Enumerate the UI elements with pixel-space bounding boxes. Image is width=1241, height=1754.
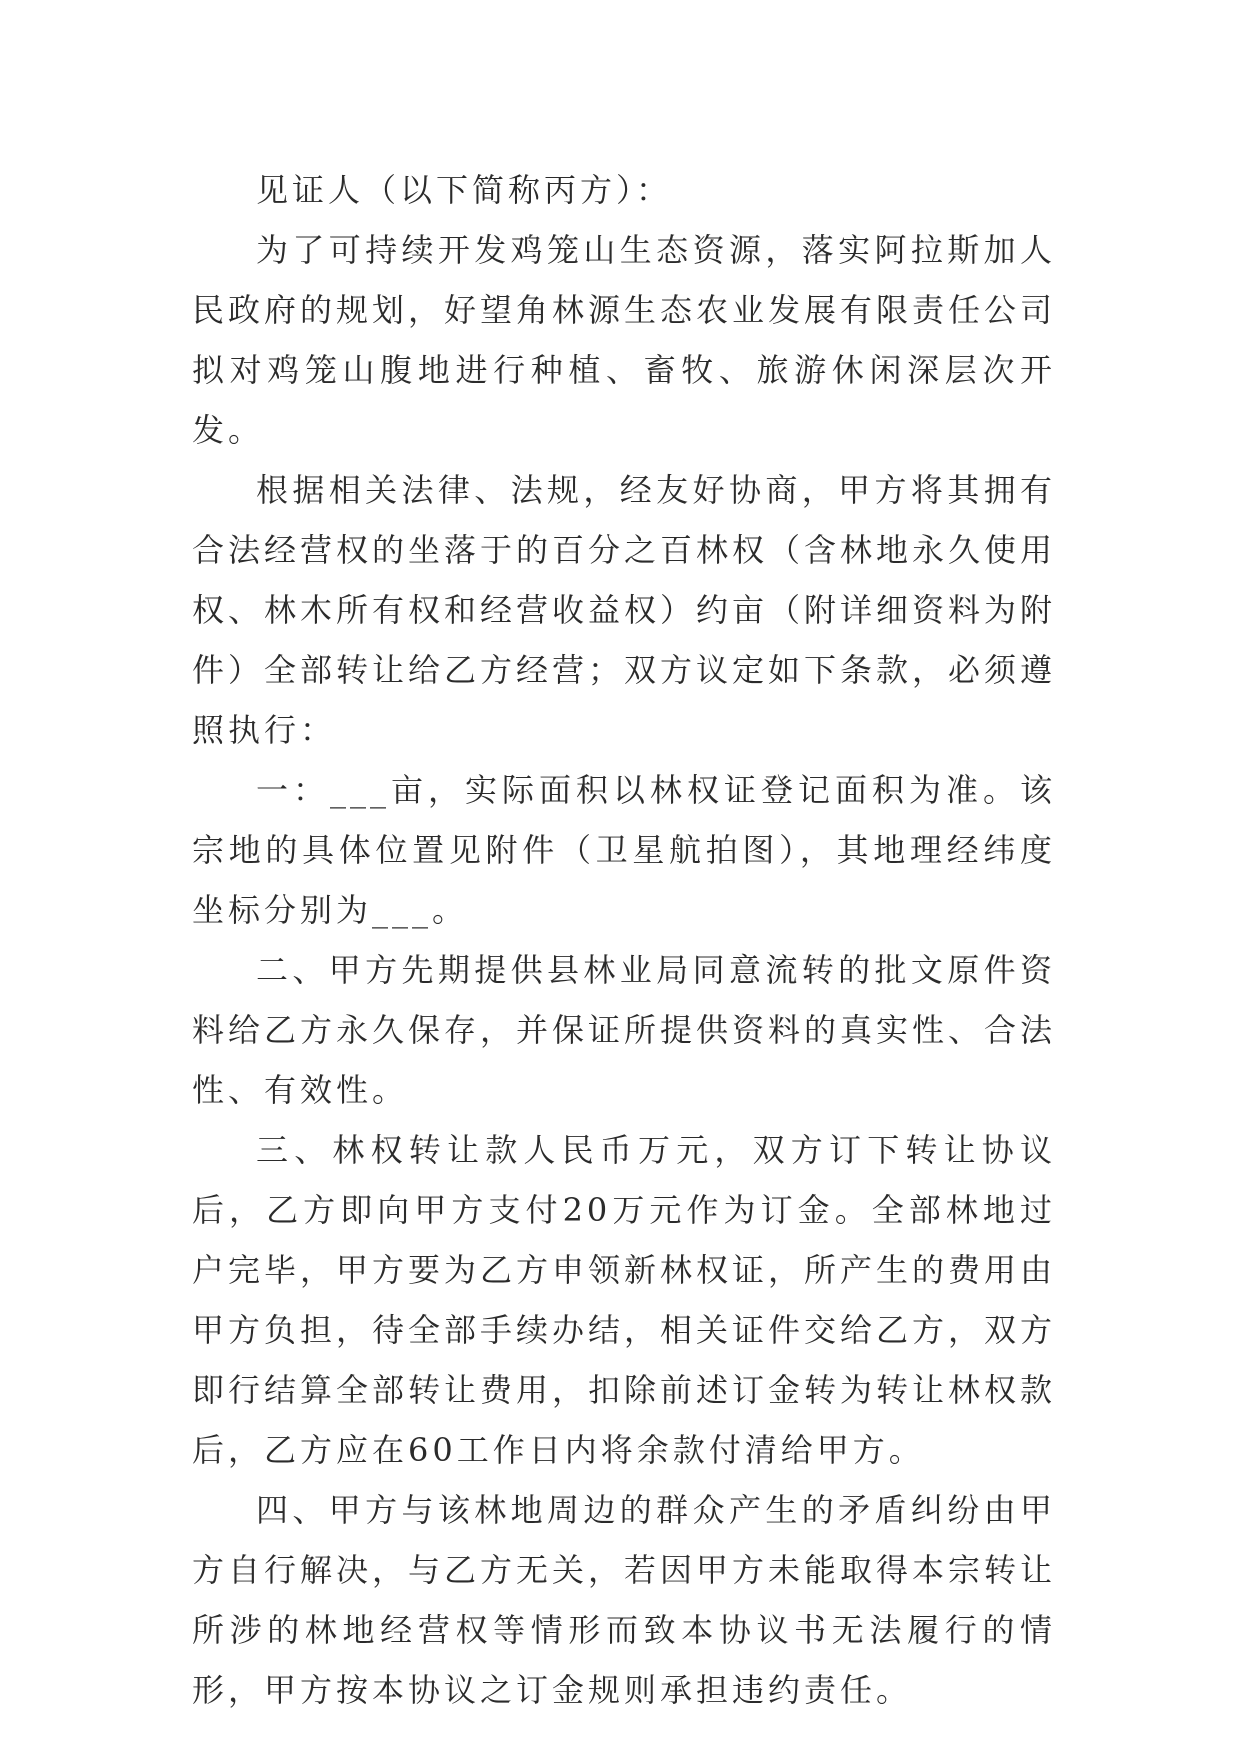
witness-line: 见证人（以下简称丙方）： — [256, 171, 673, 209]
document-body — [192, 160, 1056, 1720]
agreement-basis-paragraph: 根据相关法律、法规，经友好协商，甲方将其拥有合法经营权的坐落于的百分之百林权（含林地永久使用权、林木所有权和经营收益权）约亩（附详细资料为附件）全部转让给乙方经营；双方议定如下条款，必须遵照执行： — [192, 471, 1057, 749]
clause-2: 二、甲方先期提供县林业局同意流转的批文原件资料给乙方永久保存，并保证所提供资料的真实性、合法性、有效性。 — [192, 951, 1057, 1109]
purpose-paragraph: 为了可持续开发鸡笼山生态资源，落实阿拉斯加人民政府的规划，好望角林源生态农业发展有限责任公司拟对鸡笼山腹地进行种植、畜牧、旅游休闲深层次开发。 — [192, 231, 1057, 449]
clause-3: 三、林权转让款人民币万元，双方订下转让协议后，乙方即向甲方支付20万元作为订金。全部林地过户完毕，甲方要为乙方申领新林权证，所产生的费用由甲方负担，待全部手续办结，相关证件交给乙方，双方即行结算全部转让费用，扣除前述订金转为转让林权款后，乙方应在60工作日内将余款付清给甲方。 — [192, 1131, 1057, 1469]
clause-1: 一：___亩，实际面积以林权证登记面积为准。该宗地的具体位置见附件（卫星航拍图），其地理经纬度坐标分别为___。 — [192, 771, 1056, 929]
clause-4: 四、甲方与该林地周边的群众产生的矛盾纠纷由甲方自行解决，与乙方无关，若因甲方未能取得本宗转让所涉的林地经营权等情形而致本协议书无法履行的情形，甲方按本协议之订金规则承担违约责任。 — [192, 1491, 1057, 1709]
